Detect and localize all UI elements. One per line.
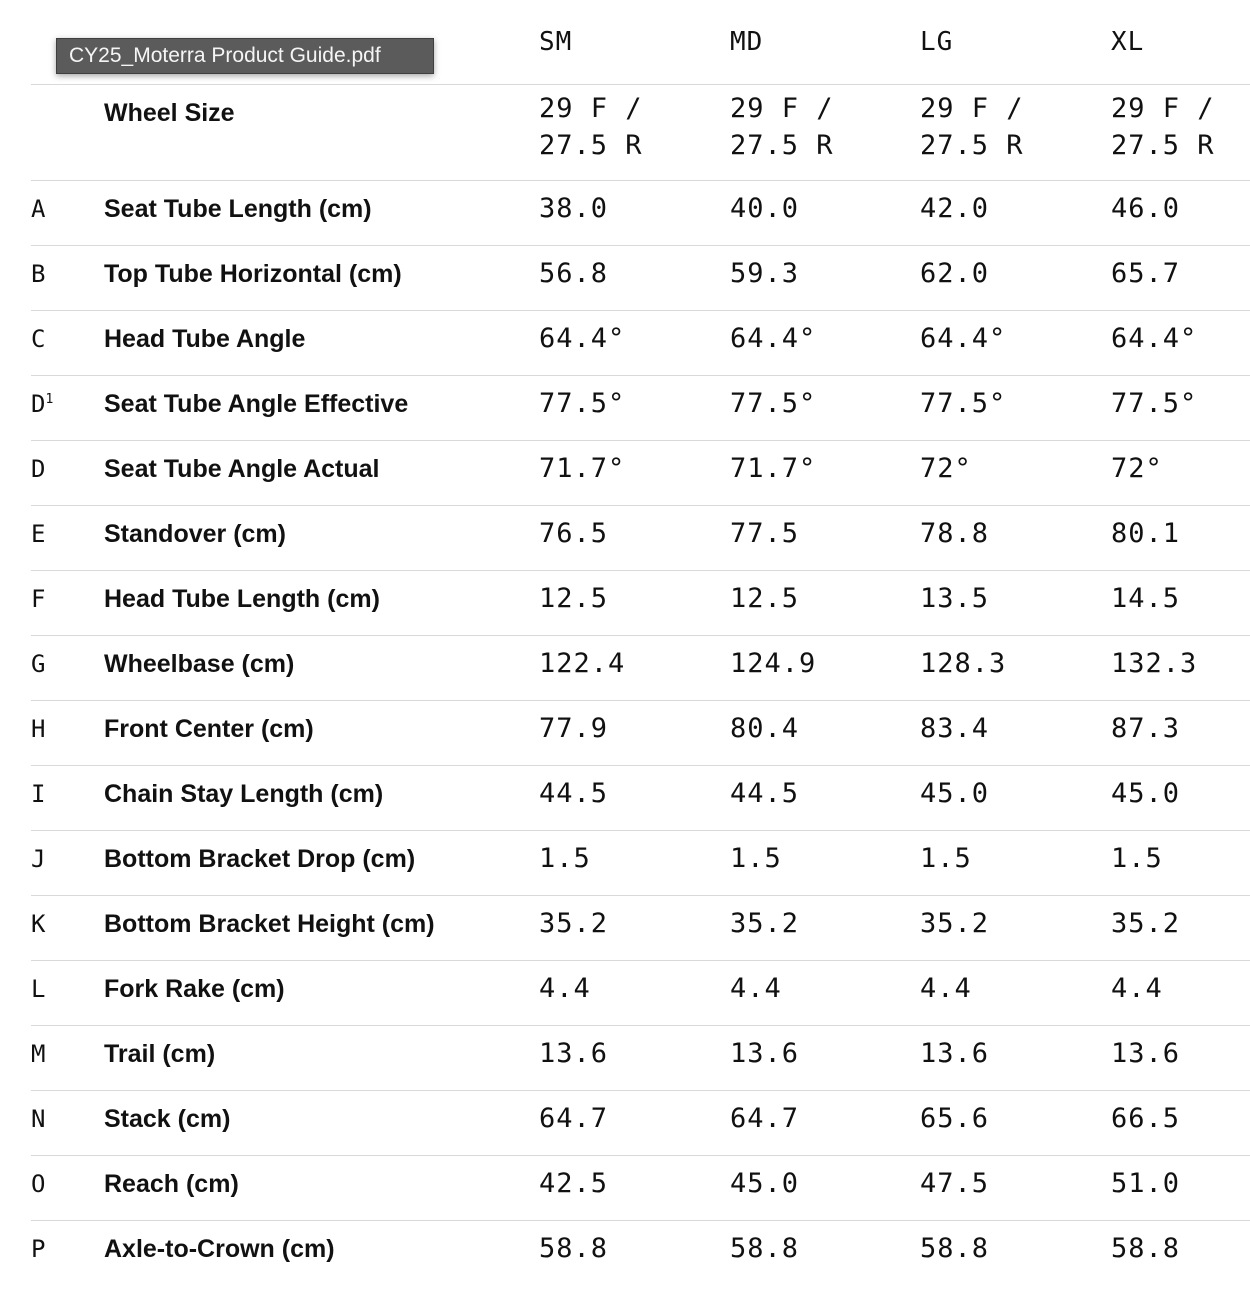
cell-value: 29 F / 27.5 R	[1111, 93, 1215, 161]
cell-value: 13.6	[1111, 1038, 1181, 1069]
cell-value: 44.5	[730, 778, 800, 809]
cell-value: 29 F / 27.5 R	[920, 93, 1024, 161]
cell-value: 77.5°	[730, 388, 817, 419]
cell-value: 1.5	[920, 843, 972, 874]
row-letter	[31, 384, 53, 424]
row-label: Seat Tube Length (cm)	[104, 195, 372, 223]
row-letter-text: F	[31, 585, 46, 613]
row-letter-text: I	[31, 780, 46, 808]
cell-value: 87.3	[1111, 713, 1181, 744]
row-label: Fork Rake (cm)	[104, 975, 285, 1003]
table-row	[31, 1091, 1250, 1156]
cell-value: 4.4	[539, 973, 591, 1004]
cell-value: 78.8	[920, 518, 990, 549]
cell-value: 77.5	[730, 518, 800, 549]
row-label: Trail (cm)	[104, 1040, 216, 1068]
row-label: Wheelbase (cm)	[104, 650, 295, 678]
cell-value: 64.7	[730, 1103, 800, 1134]
row-letter-text: N	[31, 1105, 46, 1133]
cell-value: 14.5	[1111, 583, 1181, 614]
cell-value: 72°	[920, 453, 972, 484]
cell-value: 45.0	[1111, 778, 1181, 809]
table-row	[31, 1026, 1250, 1091]
table-row	[31, 1156, 1250, 1221]
row-label: Wheel Size	[104, 99, 235, 127]
row-label: Head Tube Angle	[104, 325, 306, 353]
row-letter-text: H	[31, 715, 46, 743]
cell-value: 29 F / 27.5 R	[730, 93, 834, 161]
row-letter	[31, 774, 45, 814]
cell-value: 64.4°	[1111, 323, 1198, 354]
cell-value: 44.5	[539, 778, 609, 809]
cell-value: 12.5	[730, 583, 800, 614]
cell-value: 29 F / 27.5 R	[539, 93, 643, 161]
row-letter	[31, 839, 45, 879]
cell-value: 46.0	[1111, 193, 1181, 224]
cell-value: 4.4	[1111, 973, 1163, 1004]
row-letter	[31, 254, 45, 294]
table-row	[31, 636, 1250, 701]
cell-value: 64.4°	[920, 323, 1007, 354]
cell-value: 128.3	[920, 648, 1007, 679]
row-letter	[31, 904, 45, 944]
row-label: Bottom Bracket Drop (cm)	[104, 845, 416, 873]
cell-value: 13.6	[920, 1038, 990, 1069]
cell-value: 76.5	[539, 518, 609, 549]
row-letter	[31, 1229, 45, 1269]
cell-value: 13.5	[920, 583, 990, 614]
row-letter-text: C	[31, 325, 46, 353]
row-label: Reach (cm)	[104, 1170, 239, 1198]
row-label: Seat Tube Angle Actual	[104, 455, 380, 483]
table-row	[31, 441, 1250, 506]
cell-value: 58.8	[539, 1233, 609, 1264]
cell-value: 35.2	[730, 908, 800, 939]
cell-value: 132.3	[1111, 648, 1198, 679]
row-letter-superscript: 1	[45, 392, 54, 407]
filename-tooltip: CY25_Moterra Product Guide.pdf	[56, 38, 434, 74]
table-row	[31, 1221, 1250, 1286]
table-row	[31, 376, 1250, 441]
cell-value: 65.6	[920, 1103, 990, 1134]
row-letter	[31, 1034, 45, 1074]
cell-value: 42.0	[920, 193, 990, 224]
table-row	[31, 766, 1250, 831]
row-letter	[31, 969, 45, 1009]
row-letter-text: E	[31, 520, 46, 548]
row-label: Front Center (cm)	[104, 715, 314, 743]
row-letter-text: L	[31, 975, 46, 1003]
cell-value: 77.5°	[1111, 388, 1198, 419]
row-letter	[31, 709, 45, 749]
row-label: Head Tube Length (cm)	[104, 585, 380, 613]
cell-value: 58.8	[920, 1233, 990, 1264]
cell-value: 58.8	[730, 1233, 800, 1264]
size-header-lg: LG	[920, 27, 954, 57]
table-row	[31, 246, 1250, 311]
table-row-wheel-size	[31, 85, 1250, 181]
cell-value: 77.5°	[539, 388, 626, 419]
cell-value: 58.8	[1111, 1233, 1181, 1264]
row-letter	[31, 579, 45, 619]
row-letter-text: D	[31, 390, 46, 418]
row-letter-text: G	[31, 650, 46, 678]
row-letter	[31, 319, 45, 359]
table-row	[31, 311, 1250, 376]
table-row	[31, 961, 1250, 1026]
cell-value: 80.4	[730, 713, 800, 744]
row-letter-text: O	[31, 1170, 46, 1198]
row-letter-text: B	[31, 260, 46, 288]
cell-value: 45.0	[730, 1168, 800, 1199]
cell-value: 66.5	[1111, 1103, 1181, 1134]
row-letter-text: M	[31, 1040, 46, 1068]
row-letter	[31, 514, 45, 554]
cell-value: 13.6	[730, 1038, 800, 1069]
cell-value: 64.4°	[539, 323, 626, 354]
row-letter-text: D	[31, 455, 46, 483]
row-label: Axle-to-Crown (cm)	[104, 1235, 335, 1263]
row-label: Top Tube Horizontal (cm)	[104, 260, 402, 288]
row-letter-text: K	[31, 910, 46, 938]
cell-value: 80.1	[1111, 518, 1181, 549]
cell-value: 38.0	[539, 193, 609, 224]
cell-value: 77.9	[539, 713, 609, 744]
cell-value: 71.7°	[730, 453, 817, 484]
cell-value: 56.8	[539, 258, 609, 289]
size-header-sm: SM	[539, 27, 573, 57]
cell-value: 65.7	[1111, 258, 1181, 289]
cell-value: 40.0	[730, 193, 800, 224]
row-label: Bottom Bracket Height (cm)	[104, 910, 435, 938]
cell-value: 77.5°	[920, 388, 1007, 419]
row-label: Standover (cm)	[104, 520, 286, 548]
table-row	[31, 896, 1250, 961]
cell-value: 72°	[1111, 453, 1163, 484]
table-row	[31, 181, 1250, 246]
cell-value: 13.6	[539, 1038, 609, 1069]
cell-value: 124.9	[730, 648, 817, 679]
cell-value: 71.7°	[539, 453, 626, 484]
row-letter-text: A	[31, 195, 46, 223]
table-row	[31, 571, 1250, 636]
table-row	[31, 701, 1250, 766]
size-header-md: MD	[730, 27, 764, 57]
row-letter	[31, 449, 45, 489]
row-label: Chain Stay Length (cm)	[104, 780, 384, 808]
cell-value: 35.2	[539, 908, 609, 939]
row-letter-text: P	[31, 1235, 46, 1263]
cell-value: 12.5	[539, 583, 609, 614]
row-letter	[31, 189, 45, 229]
cell-value: 64.7	[539, 1103, 609, 1134]
cell-value: 64.4°	[730, 323, 817, 354]
cell-value: 47.5	[920, 1168, 990, 1199]
cell-value: 1.5	[1111, 843, 1163, 874]
row-letter-text: J	[31, 845, 46, 873]
cell-value: 35.2	[920, 908, 990, 939]
cell-value: 122.4	[539, 648, 626, 679]
row-letter	[31, 1099, 45, 1139]
row-letter	[31, 644, 45, 684]
cell-value: 4.4	[920, 973, 972, 1004]
table-row	[31, 831, 1250, 896]
row-label: Stack (cm)	[104, 1105, 231, 1133]
table-row	[31, 506, 1250, 571]
cell-value: 59.3	[730, 258, 800, 289]
cell-value: 1.5	[730, 843, 782, 874]
cell-value: 51.0	[1111, 1168, 1181, 1199]
cell-value: 83.4	[920, 713, 990, 744]
geometry-table	[31, 84, 1250, 1286]
cell-value: 45.0	[920, 778, 990, 809]
cell-value: 35.2	[1111, 908, 1181, 939]
cell-value: 62.0	[920, 258, 990, 289]
row-letter	[31, 1164, 45, 1204]
row-label: Seat Tube Angle Effective	[104, 390, 409, 418]
cell-value: 4.4	[730, 973, 782, 1004]
cell-value: 1.5	[539, 843, 591, 874]
cell-value: 42.5	[539, 1168, 609, 1199]
size-header-xl: XL	[1111, 27, 1145, 57]
